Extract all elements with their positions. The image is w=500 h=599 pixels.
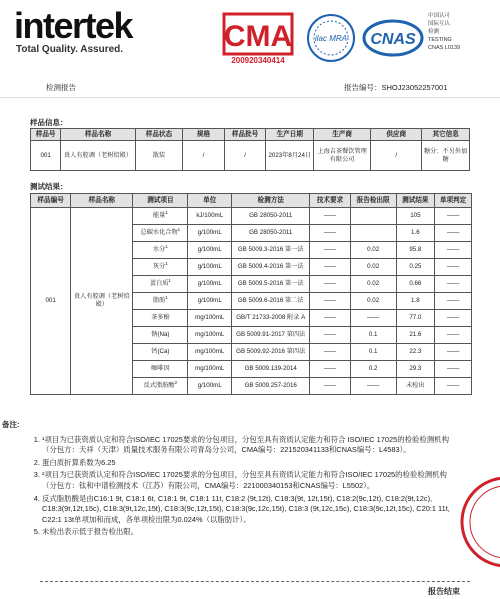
- cnas-info: [428, 12, 460, 52]
- results-lod-cell: 0.02: [350, 242, 396, 259]
- ilac-mra-logo: [305, 12, 357, 64]
- results-judge-cell: ——: [435, 242, 472, 259]
- results-item-cell: [133, 327, 188, 344]
- cnas-info-line: 国际互认: [428, 21, 451, 27]
- results-result-cell: 21.6: [396, 327, 435, 344]
- results-result-cell: 1.6: [396, 225, 435, 242]
- results-unit-cell: mg/100mL: [188, 310, 232, 327]
- sample-cell: /: [371, 141, 422, 171]
- results-result-cell: 1.8: [396, 293, 435, 310]
- ilac-text: ilac MRA: [314, 34, 348, 43]
- results-item-cell: [133, 225, 188, 242]
- results-req-cell: ——: [310, 276, 350, 293]
- sample-row: [31, 141, 470, 171]
- results-unit-cell: g/100mL: [188, 276, 232, 293]
- results-method-cell: GB 28050-2011: [232, 225, 310, 242]
- cma-stamp-text: CMA: [223, 20, 293, 53]
- results-item-cell: [133, 208, 188, 225]
- results-lod-cell: [350, 225, 396, 242]
- results-item-name: 反式脂肪酸: [143, 382, 175, 389]
- sample-cell: 2023年8月24日: [266, 141, 314, 171]
- results-lod-cell: 0.2: [350, 361, 396, 378]
- results-lod-cell: ——: [350, 378, 396, 395]
- results-item-name: 总碳水化合物: [140, 229, 178, 236]
- results-item-superscript: 1: [165, 294, 168, 300]
- note-item: 1. ¹项目为已获资质认定和符合ISO/IEC 17025要求的分包项目，分包至具有资质认定能力和符合 ISO/IEC 17025的检验检测机构（分包方：天祥（天津）质量技术服务有限公司青岛分公司，CMA编号：221520341133和CNAS编号：L4583）。: [42, 435, 460, 456]
- results-item-name: 钠(Na): [151, 331, 170, 338]
- cnas-text: CNAS: [370, 31, 416, 48]
- results-header-row: [31, 194, 472, 208]
- results-req-cell: ——: [310, 378, 350, 395]
- results-title: 测试结果：: [30, 182, 68, 191]
- results-item-cell: [133, 361, 188, 378]
- results-method-cell: GB 5009.5-2016 第一法: [232, 276, 310, 293]
- sample-cell: 散装: [135, 141, 182, 171]
- results-req-cell: ——: [310, 327, 350, 344]
- results-req-cell: ——: [310, 344, 350, 361]
- results-unit-cell: g/100mL: [188, 225, 232, 242]
- results-unit-cell: g/100mL: [188, 378, 232, 395]
- results-header-cell: 单位: [188, 194, 232, 208]
- results-judge-cell: ——: [435, 276, 472, 293]
- results-sample-no: 001: [31, 208, 71, 395]
- results-req-cell: ——: [310, 259, 350, 276]
- sample-header-cell: 样品批号: [224, 129, 266, 141]
- sample-header-cell: 生产商: [314, 129, 371, 141]
- results-item-name: 蛋白质: [149, 280, 169, 287]
- sample-cell: /: [183, 141, 225, 171]
- sample-header-cell: 样品号: [31, 129, 61, 141]
- report-number-label: 报告编号：: [344, 83, 382, 92]
- results-header-cell: 样品编号: [31, 194, 71, 208]
- results-lod-cell: [350, 208, 396, 225]
- results-unit-cell: mg/100mL: [188, 361, 232, 378]
- results-item-cell: [133, 344, 188, 361]
- results-req-cell: ——: [310, 310, 350, 327]
- report-number-value: SHOJ23052257001: [381, 83, 448, 92]
- results-result-cell: 29.3: [396, 361, 435, 378]
- results-method-cell: GB 28050-2011: [232, 208, 310, 225]
- results-req-cell: ——: [310, 361, 350, 378]
- cnas-info-line: 中国认可: [428, 13, 451, 19]
- results-unit-cell: g/100mL: [188, 242, 232, 259]
- cnas-info-line: TESTING: [428, 37, 452, 43]
- results-result-cell: 0.66: [396, 276, 435, 293]
- results-method-cell: GB 5009.139-2014: [232, 361, 310, 378]
- note-item: 3. ²项目为已获资质认定和符合ISO/IEC 17025要求的分包项目，分包至具有资质认定能力和符合ISO/IEC 17025的检验检测机构（分包方：钛和中谱检测技术（江苏）有限公司，CMA编号：221000340153和CNAS编号：L5502）。: [42, 470, 460, 491]
- results-result-cell: 77.0: [396, 310, 435, 327]
- results-req-cell: ——: [310, 293, 350, 310]
- results-lod-cell: 0.02: [350, 276, 396, 293]
- results-lod-cell: 0.1: [350, 327, 396, 344]
- results-judge-cell: ——: [435, 344, 472, 361]
- results-item-superscript: 1: [165, 209, 168, 215]
- results-body: [31, 208, 472, 395]
- results-item-name: 茶多酚: [151, 314, 170, 321]
- results-header-cell: 检测方法: [232, 194, 310, 208]
- results-lod-cell: 0.02: [350, 293, 396, 310]
- results-unit-cell: mg/100mL: [188, 327, 232, 344]
- results-header-cell: 测试项目: [133, 194, 188, 208]
- official-seal: [460, 472, 500, 572]
- results-judge-cell: ——: [435, 293, 472, 310]
- results-item-cell: [133, 310, 188, 327]
- results-unit-cell: mg/100mL: [188, 344, 232, 361]
- cma-stamp: [222, 12, 294, 65]
- results-judge-cell: ——: [435, 259, 472, 276]
- sample-header-cell: 供应商: [371, 129, 422, 141]
- results-row: [31, 208, 472, 225]
- report-title: 检测报告: [46, 83, 76, 92]
- results-method-cell: GB 5009.4-2016 第一法: [232, 259, 310, 276]
- report-number: [344, 82, 447, 93]
- results-method-cell: GB 5009.91-2017 第四法: [232, 327, 310, 344]
- results-item-name: 脂肪: [152, 297, 166, 304]
- results-result-cell: 0.25: [396, 259, 435, 276]
- cnas-info-line: CNAS L0139: [428, 45, 461, 51]
- notes-title: 备注:: [2, 420, 20, 429]
- results-item-superscript: 1: [165, 243, 168, 249]
- sample-cell: 001: [31, 141, 61, 171]
- results-item-cell: [133, 259, 188, 276]
- results-header-cell: 单项判定: [435, 194, 472, 208]
- cnas-logo: [362, 18, 424, 58]
- sample-cell: /: [224, 141, 266, 171]
- note-item: 5. 未检出表示低于报告检出限。: [42, 527, 460, 538]
- results-method-cell: GB 5009.257-2016: [232, 378, 310, 395]
- results-judge-cell: ——: [435, 361, 472, 378]
- results-unit-cell: g/100mL: [188, 293, 232, 310]
- sample-info-table: [30, 128, 470, 171]
- sample-header-cell: 样品名称: [61, 129, 135, 141]
- cnas-icon: [362, 18, 424, 58]
- ilac-icon: [305, 12, 357, 64]
- results-judge-cell: ——: [435, 225, 472, 242]
- results-method-cell: GB/T 21733-2008 附录 A: [232, 310, 310, 327]
- results-result-cell: 22.3: [396, 344, 435, 361]
- results-item-superscript: 1: [177, 226, 181, 232]
- cma-stamp-icon: [222, 12, 294, 56]
- results-judge-cell: ——: [435, 208, 472, 225]
- results-item-name: 灰分: [152, 263, 166, 270]
- results-method-cell: GB 5009.3-2016 第一法: [232, 242, 310, 259]
- results-result-cell: 未检出: [396, 378, 435, 395]
- results-req-cell: ——: [310, 242, 350, 259]
- report-end-text: 报告结束: [428, 587, 460, 596]
- results-sample-name: 贵人有腔调（老树焙殿）: [71, 208, 133, 395]
- results-judge-cell: ——: [435, 378, 472, 395]
- results-header-cell: 样品名称: [71, 194, 133, 208]
- results-method-cell: GB 5009.6-2016 第二法: [232, 293, 310, 310]
- notes-section: [2, 420, 460, 540]
- results-item-name: 咖啡因: [151, 365, 170, 372]
- intertek-logo: intertek: [14, 5, 133, 46]
- tagline: Total Quality. Assured.: [16, 44, 124, 55]
- note-item: 4. 反式脂肪酸是由C16:1 9t, C18:1 6t, C18:1 9t, C18:1 11t, C18:2 (9t,12t), C18:3(9t, 12t,15t), C18:2(9c,12t), C18:2(9t,12c), C18:3(9t,12t,15c), C18:3(9t,12c,15t), C18:3(9c,12t,15t), C18:3(9c,12c,15t), C18:3 (9t,12c,15c), C18:3(9c,12t,15c), C20:1 11t, C22:1 13t单项加和而成，各单项检出限为0.024%（以脂肪计）。: [42, 494, 460, 526]
- notes-list: [42, 435, 460, 538]
- sample-header-cell: 样品状态: [135, 129, 182, 141]
- note-item: 2. 蛋白质折算系数为6.25: [42, 458, 460, 469]
- sample-cell: 贵人有腔调（老树焙殿）: [61, 141, 135, 171]
- results-result-cell: 105: [396, 208, 435, 225]
- results-lod-cell: 0.1: [350, 344, 396, 361]
- results-unit-cell: kJ/100mL: [188, 208, 232, 225]
- results-item-cell: [133, 242, 188, 259]
- results-item-name: 钙(Ca): [151, 348, 170, 355]
- sample-header-row: [31, 129, 470, 141]
- results-lod-cell: 0.02: [350, 259, 396, 276]
- results-item-cell: [133, 276, 188, 293]
- sample-header-cell: 其它信息: [422, 129, 470, 141]
- results-judge-cell: ——: [435, 327, 472, 344]
- results-item-superscript: 2: [174, 379, 178, 385]
- results-item-name: 水分: [152, 246, 166, 253]
- results-header-cell: 报告检出限: [350, 194, 396, 208]
- results-header-cell: 技术要求: [310, 194, 350, 208]
- sample-header-cell: 规格: [183, 129, 225, 141]
- results-req-cell: ——: [310, 225, 350, 242]
- sample-header-cell: 生产日期: [266, 129, 314, 141]
- results-item-superscript: 1: [168, 277, 171, 283]
- cma-number: 200920340414: [231, 56, 285, 65]
- results-header-cell: 测试结果: [396, 194, 435, 208]
- results-item-cell: [133, 378, 188, 395]
- sample-info-title: 样品信息：: [30, 118, 68, 127]
- results-lod-cell: ——: [350, 310, 396, 327]
- results-item-name: 能量: [152, 212, 166, 219]
- results-table: [30, 193, 472, 395]
- results-item-superscript: 1: [165, 260, 168, 266]
- sample-cell: 上海吉茶餐饮管理有限公司: [314, 141, 371, 171]
- seal-icon: [460, 472, 500, 572]
- results-method-cell: GB 5009.92-2016 第四法: [232, 344, 310, 361]
- results-judge-cell: ——: [435, 310, 472, 327]
- cnas-info-line: 检测: [428, 29, 440, 35]
- results-req-cell: ——: [310, 208, 350, 225]
- sample-cell: 糖分：不另外加糖: [422, 141, 470, 171]
- results-item-cell: [133, 293, 188, 310]
- results-unit-cell: g/100mL: [188, 259, 232, 276]
- results-result-cell: 95.8: [396, 242, 435, 259]
